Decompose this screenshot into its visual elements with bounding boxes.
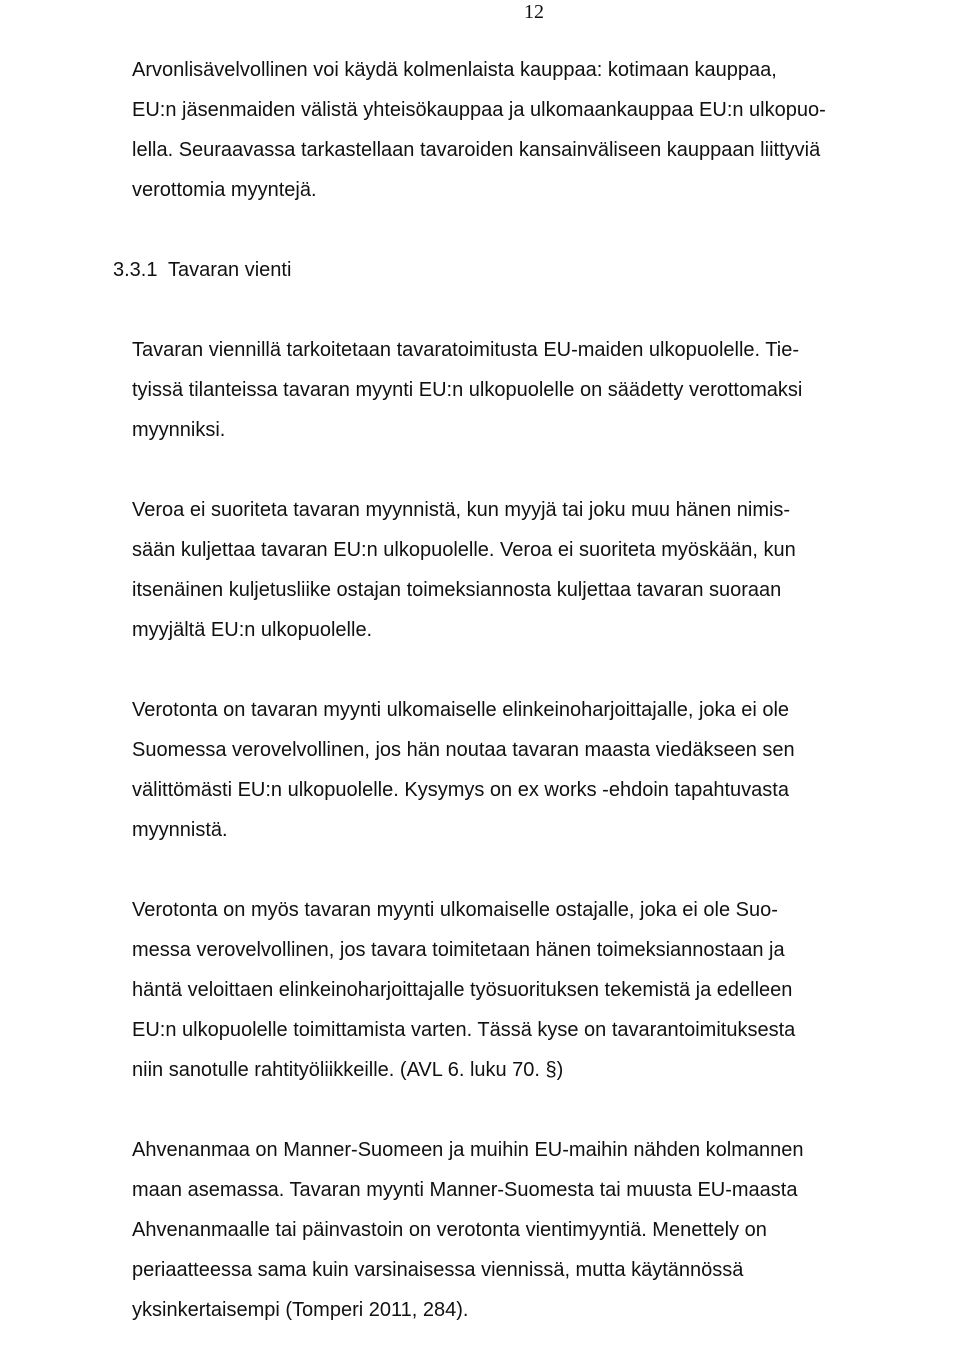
text-line: häntä veloittaen elinkeinoharjoittajalle työsuorituksen tekemistä ja edelleen (132, 979, 793, 1001)
text-line: messa verovelvollinen, jos tavara toimitetaan hänen toimeksiannostaan ja (132, 939, 785, 961)
text-line: myyjältä EU:n ulkopuolelle. (132, 619, 373, 641)
text-line: itsenäinen kuljetusliike ostajan toimeksiannosta kuljettaa tavaran suoraan (132, 579, 782, 601)
text-line: verottomia myyntejä. (132, 179, 317, 201)
text-line: Tavaran viennillä tarkoitetaan tavaratoimitusta EU-maiden ulkopuolelle. Tie- (132, 339, 800, 361)
paragraph-transport (132, 490, 932, 650)
text-line: myynniksi. (132, 419, 226, 441)
text-line: välittömästi EU:n ulkopuolelle. Kysymys on ex works -ehdoin tapahtuvasta (132, 779, 789, 801)
text-line: lella. Seuraavassa tarkastellaan tavaroiden kansainväliseen kauppaan liittyviä (132, 139, 821, 161)
text-line: EU:n ulkopuolelle toimittamista varten. Tässä kyse on tavarantoimituksesta (132, 1019, 796, 1041)
paragraph-ex-works (132, 690, 932, 850)
text-line: Ahvenanmaalle tai päinvastoin on verotonta vientimyyntiä. Menettely on (132, 1219, 767, 1241)
text-line: yksinkertaisempi (Tomperi 2011, 284). (132, 1299, 469, 1321)
text-line: Arvonlisävelvollinen voi käydä kolmenlaista kauppaa: kotimaan kauppaa, (132, 59, 777, 81)
text-line: myynnistä. (132, 819, 228, 841)
text-line: Ahvenanmaa on Manner-Suomeen ja muihin EU-maihin nähden kolmannen (132, 1139, 804, 1161)
paragraph-definition (132, 330, 932, 450)
paragraph-aland (132, 1130, 932, 1330)
text-line: periaatteessa sama kuin varsinaisessa viennissä, mutta käytännössä (132, 1259, 744, 1281)
text-line: Verotonta on tavaran myynti ulkomaiselle elinkeinoharjoittajalle, joka ei ole (132, 699, 790, 721)
paragraph-intro (132, 50, 932, 210)
section-heading (113, 250, 913, 290)
section-number: 3.3.1 (113, 259, 158, 281)
section-title: Tavaran vienti (168, 259, 292, 281)
text-line: Veroa ei suoriteta tavaran myynnistä, kun myyjä tai joku muu hänen nimis- (132, 499, 791, 521)
text-line: tyissä tilanteissa tavaran myynti EU:n ulkopuolelle on säädetty verottomaksi (132, 379, 803, 401)
text-line: Suomessa verovelvollinen, jos hän noutaa tavaran maasta viedäkseen sen (132, 739, 795, 761)
text-line: maan asemassa. Tavaran myynti Manner-Suomesta tai muusta EU-maasta (132, 1179, 798, 1201)
text-line: sään kuljettaa tavaran EU:n ulkopuolelle. Veroa ei suoriteta myöskään, kun (132, 539, 796, 561)
page-number: 12 (524, 1, 544, 23)
document-body (113, 50, 932, 1370)
paragraph-foreign-buyer (132, 890, 932, 1090)
text-line: niin sanotulle rahtityöliikkeille. (AVL 6. luku 70. §) (132, 1059, 564, 1081)
text-line: EU:n jäsenmaiden välistä yhteisökauppaa ja ulkomaankauppaa EU:n ulkopuo- (132, 99, 826, 121)
text-line: Verotonta on myös tavaran myynti ulkomaiselle ostajalle, joka ei ole Suo- (132, 899, 778, 921)
